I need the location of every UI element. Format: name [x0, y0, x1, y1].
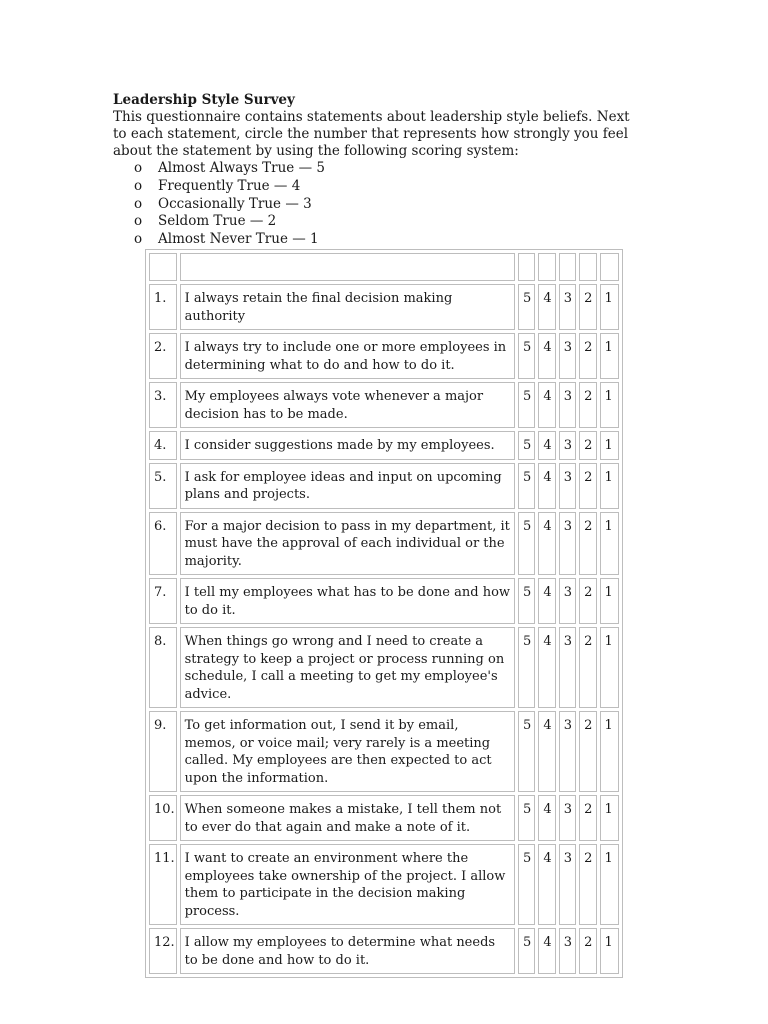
score-option-4[interactable]: 4 — [538, 431, 555, 460]
scoring-item-label: Frequently True — 4 — [158, 177, 301, 194]
statement-number: 4. — [149, 431, 177, 460]
score-option-3[interactable]: 3 — [559, 578, 576, 624]
bullet-icon: o — [134, 177, 143, 194]
scoring-item — [113, 160, 653, 178]
score-option-4[interactable]: 4 — [538, 512, 555, 576]
score-option-4[interactable]: 4 — [538, 711, 555, 792]
intro-paragraph: This questionnaire contains statements about leadership style beliefs. Next to each statement, circle the number that represents how strongly you feel about the statement by using the following scoring system: — [113, 109, 630, 159]
statement-number: 12. — [149, 928, 177, 974]
score-option-5[interactable]: 5 — [518, 512, 535, 576]
score-option-5[interactable]: 5 — [518, 578, 535, 624]
header-cell — [579, 253, 596, 281]
table-row — [149, 795, 619, 841]
scoring-item — [113, 231, 653, 249]
score-option-5[interactable]: 5 — [518, 627, 535, 708]
scoring-item — [113, 196, 653, 214]
table-row — [149, 711, 619, 792]
score-option-1[interactable]: 1 — [600, 463, 619, 509]
bullet-icon: o — [134, 231, 143, 248]
score-option-4[interactable]: 4 — [538, 284, 555, 330]
statement-number: 5. — [149, 463, 177, 509]
table-row — [149, 463, 619, 509]
statement-text: My employees always vote whenever a major decision has to be made. — [180, 382, 515, 428]
score-option-3[interactable]: 3 — [559, 928, 576, 974]
statement-text: I always try to include one or more employees in determining what to do and how to do it. — [180, 333, 515, 379]
scoring-item-label: Seldom True — 2 — [158, 213, 277, 230]
bullet-icon: o — [134, 195, 143, 212]
scoring-item-label: Occasionally True — 3 — [158, 195, 312, 212]
table-row — [149, 578, 619, 624]
score-option-5[interactable]: 5 — [518, 284, 535, 330]
score-option-3[interactable]: 3 — [559, 711, 576, 792]
score-option-1[interactable]: 1 — [600, 928, 619, 974]
header-cell — [518, 253, 535, 281]
score-option-2[interactable]: 2 — [579, 431, 596, 460]
header-cell — [538, 253, 555, 281]
score-option-4[interactable]: 4 — [538, 844, 555, 925]
table-row — [149, 333, 619, 379]
scoring-item-label: Almost Never True — 1 — [158, 231, 319, 248]
score-option-4[interactable]: 4 — [538, 333, 555, 379]
score-option-2[interactable]: 2 — [579, 382, 596, 428]
score-option-3[interactable]: 3 — [559, 284, 576, 330]
statement-text: For a major decision to pass in my department, it must have the approval of each individual or the majority. — [180, 512, 515, 576]
scoring-item-label: Almost Always True — 5 — [158, 160, 325, 176]
score-option-1[interactable]: 1 — [600, 284, 619, 330]
score-option-1[interactable]: 1 — [600, 627, 619, 708]
table-row — [149, 844, 619, 925]
score-option-3[interactable]: 3 — [559, 333, 576, 379]
header-cell — [180, 253, 515, 281]
statement-text: I tell my employees what has to be done and how to do it. — [180, 578, 515, 624]
statement-text: I allow my employees to determine what needs to be done and how to do it. — [180, 928, 515, 974]
statement-text: When things go wrong and I need to create a strategy to keep a project or process running on schedule, I call a meeting to get my employee's advice. — [180, 627, 515, 708]
score-option-1[interactable]: 1 — [600, 431, 619, 460]
score-option-2[interactable]: 2 — [579, 463, 596, 509]
statement-text: I ask for employee ideas and input on upcoming plans and projects. — [180, 463, 515, 509]
statement-number: 10. — [149, 795, 177, 841]
score-option-4[interactable]: 4 — [538, 795, 555, 841]
table-row — [149, 928, 619, 974]
score-option-2[interactable]: 2 — [579, 844, 596, 925]
statement-number: 3. — [149, 382, 177, 428]
score-option-2[interactable]: 2 — [579, 512, 596, 576]
score-option-5[interactable]: 5 — [518, 333, 535, 379]
score-option-3[interactable]: 3 — [559, 431, 576, 460]
statement-number: 6. — [149, 512, 177, 576]
score-option-2[interactable]: 2 — [579, 627, 596, 708]
score-option-2[interactable]: 2 — [579, 795, 596, 841]
document-title: Leadership Style Survey — [113, 92, 295, 108]
score-option-4[interactable]: 4 — [538, 578, 555, 624]
score-option-5[interactable]: 5 — [518, 431, 535, 460]
score-option-4[interactable]: 4 — [538, 627, 555, 708]
score-option-5[interactable]: 5 — [518, 463, 535, 509]
score-option-2[interactable]: 2 — [579, 578, 596, 624]
statement-text: When someone makes a mistake, I tell them not to ever do that again and make a note of it. — [180, 795, 515, 841]
table-row — [149, 382, 619, 428]
table-row — [149, 512, 619, 576]
bullet-icon: o — [134, 160, 143, 176]
statement-number: 11. — [149, 844, 177, 925]
statement-number: 8. — [149, 627, 177, 708]
score-option-5[interactable]: 5 — [518, 928, 535, 974]
score-option-1[interactable]: 1 — [600, 844, 619, 925]
scoring-list — [113, 160, 653, 249]
score-option-5[interactable]: 5 — [518, 844, 535, 925]
document-body — [113, 92, 653, 249]
bullet-icon: o — [134, 213, 143, 230]
score-option-4[interactable]: 4 — [538, 382, 555, 428]
table-header-row — [149, 253, 619, 281]
statement-text: I always retain the final decision making authority — [180, 284, 515, 330]
statement-number: 7. — [149, 578, 177, 624]
score-option-4[interactable]: 4 — [538, 463, 555, 509]
score-option-5[interactable]: 5 — [518, 382, 535, 428]
score-option-2[interactable]: 2 — [579, 928, 596, 974]
statement-text: To get information out, I send it by email, memos, or voice mail; very rarely is a meeting called. My employees are then expected to act upon the information. — [180, 711, 515, 792]
score-option-2[interactable]: 2 — [579, 284, 596, 330]
score-option-4[interactable]: 4 — [538, 928, 555, 974]
score-option-3[interactable]: 3 — [559, 382, 576, 428]
score-option-3[interactable]: 3 — [559, 844, 576, 925]
score-option-1[interactable]: 1 — [600, 711, 619, 792]
statement-number: 1. — [149, 284, 177, 330]
table-row — [149, 627, 619, 708]
score-option-1[interactable]: 1 — [600, 795, 619, 841]
statement-text: I consider suggestions made by my employees. — [180, 431, 515, 460]
score-option-3[interactable]: 3 — [559, 627, 576, 708]
score-option-3[interactable]: 3 — [559, 463, 576, 509]
scoring-item — [113, 178, 653, 196]
statement-number: 2. — [149, 333, 177, 379]
table-row — [149, 284, 619, 330]
score-option-3[interactable]: 3 — [559, 795, 576, 841]
survey-table — [145, 249, 623, 978]
score-option-1[interactable]: 1 — [600, 333, 619, 379]
statement-text: I want to create an environment where the employees take ownership of the project. I allow them to participate in the decision making process. — [180, 844, 515, 925]
score-option-3[interactable]: 3 — [559, 512, 576, 576]
score-option-2[interactable]: 2 — [579, 333, 596, 379]
score-option-1[interactable]: 1 — [600, 578, 619, 624]
score-option-2[interactable]: 2 — [579, 711, 596, 792]
scoring-item — [113, 213, 653, 231]
header-cell — [600, 253, 619, 281]
score-option-5[interactable]: 5 — [518, 795, 535, 841]
score-option-5[interactable]: 5 — [518, 711, 535, 792]
score-option-1[interactable]: 1 — [600, 512, 619, 576]
header-cell — [559, 253, 576, 281]
header-cell — [149, 253, 177, 281]
score-option-1[interactable]: 1 — [600, 382, 619, 428]
table-row — [149, 431, 619, 460]
statement-number: 9. — [149, 711, 177, 792]
